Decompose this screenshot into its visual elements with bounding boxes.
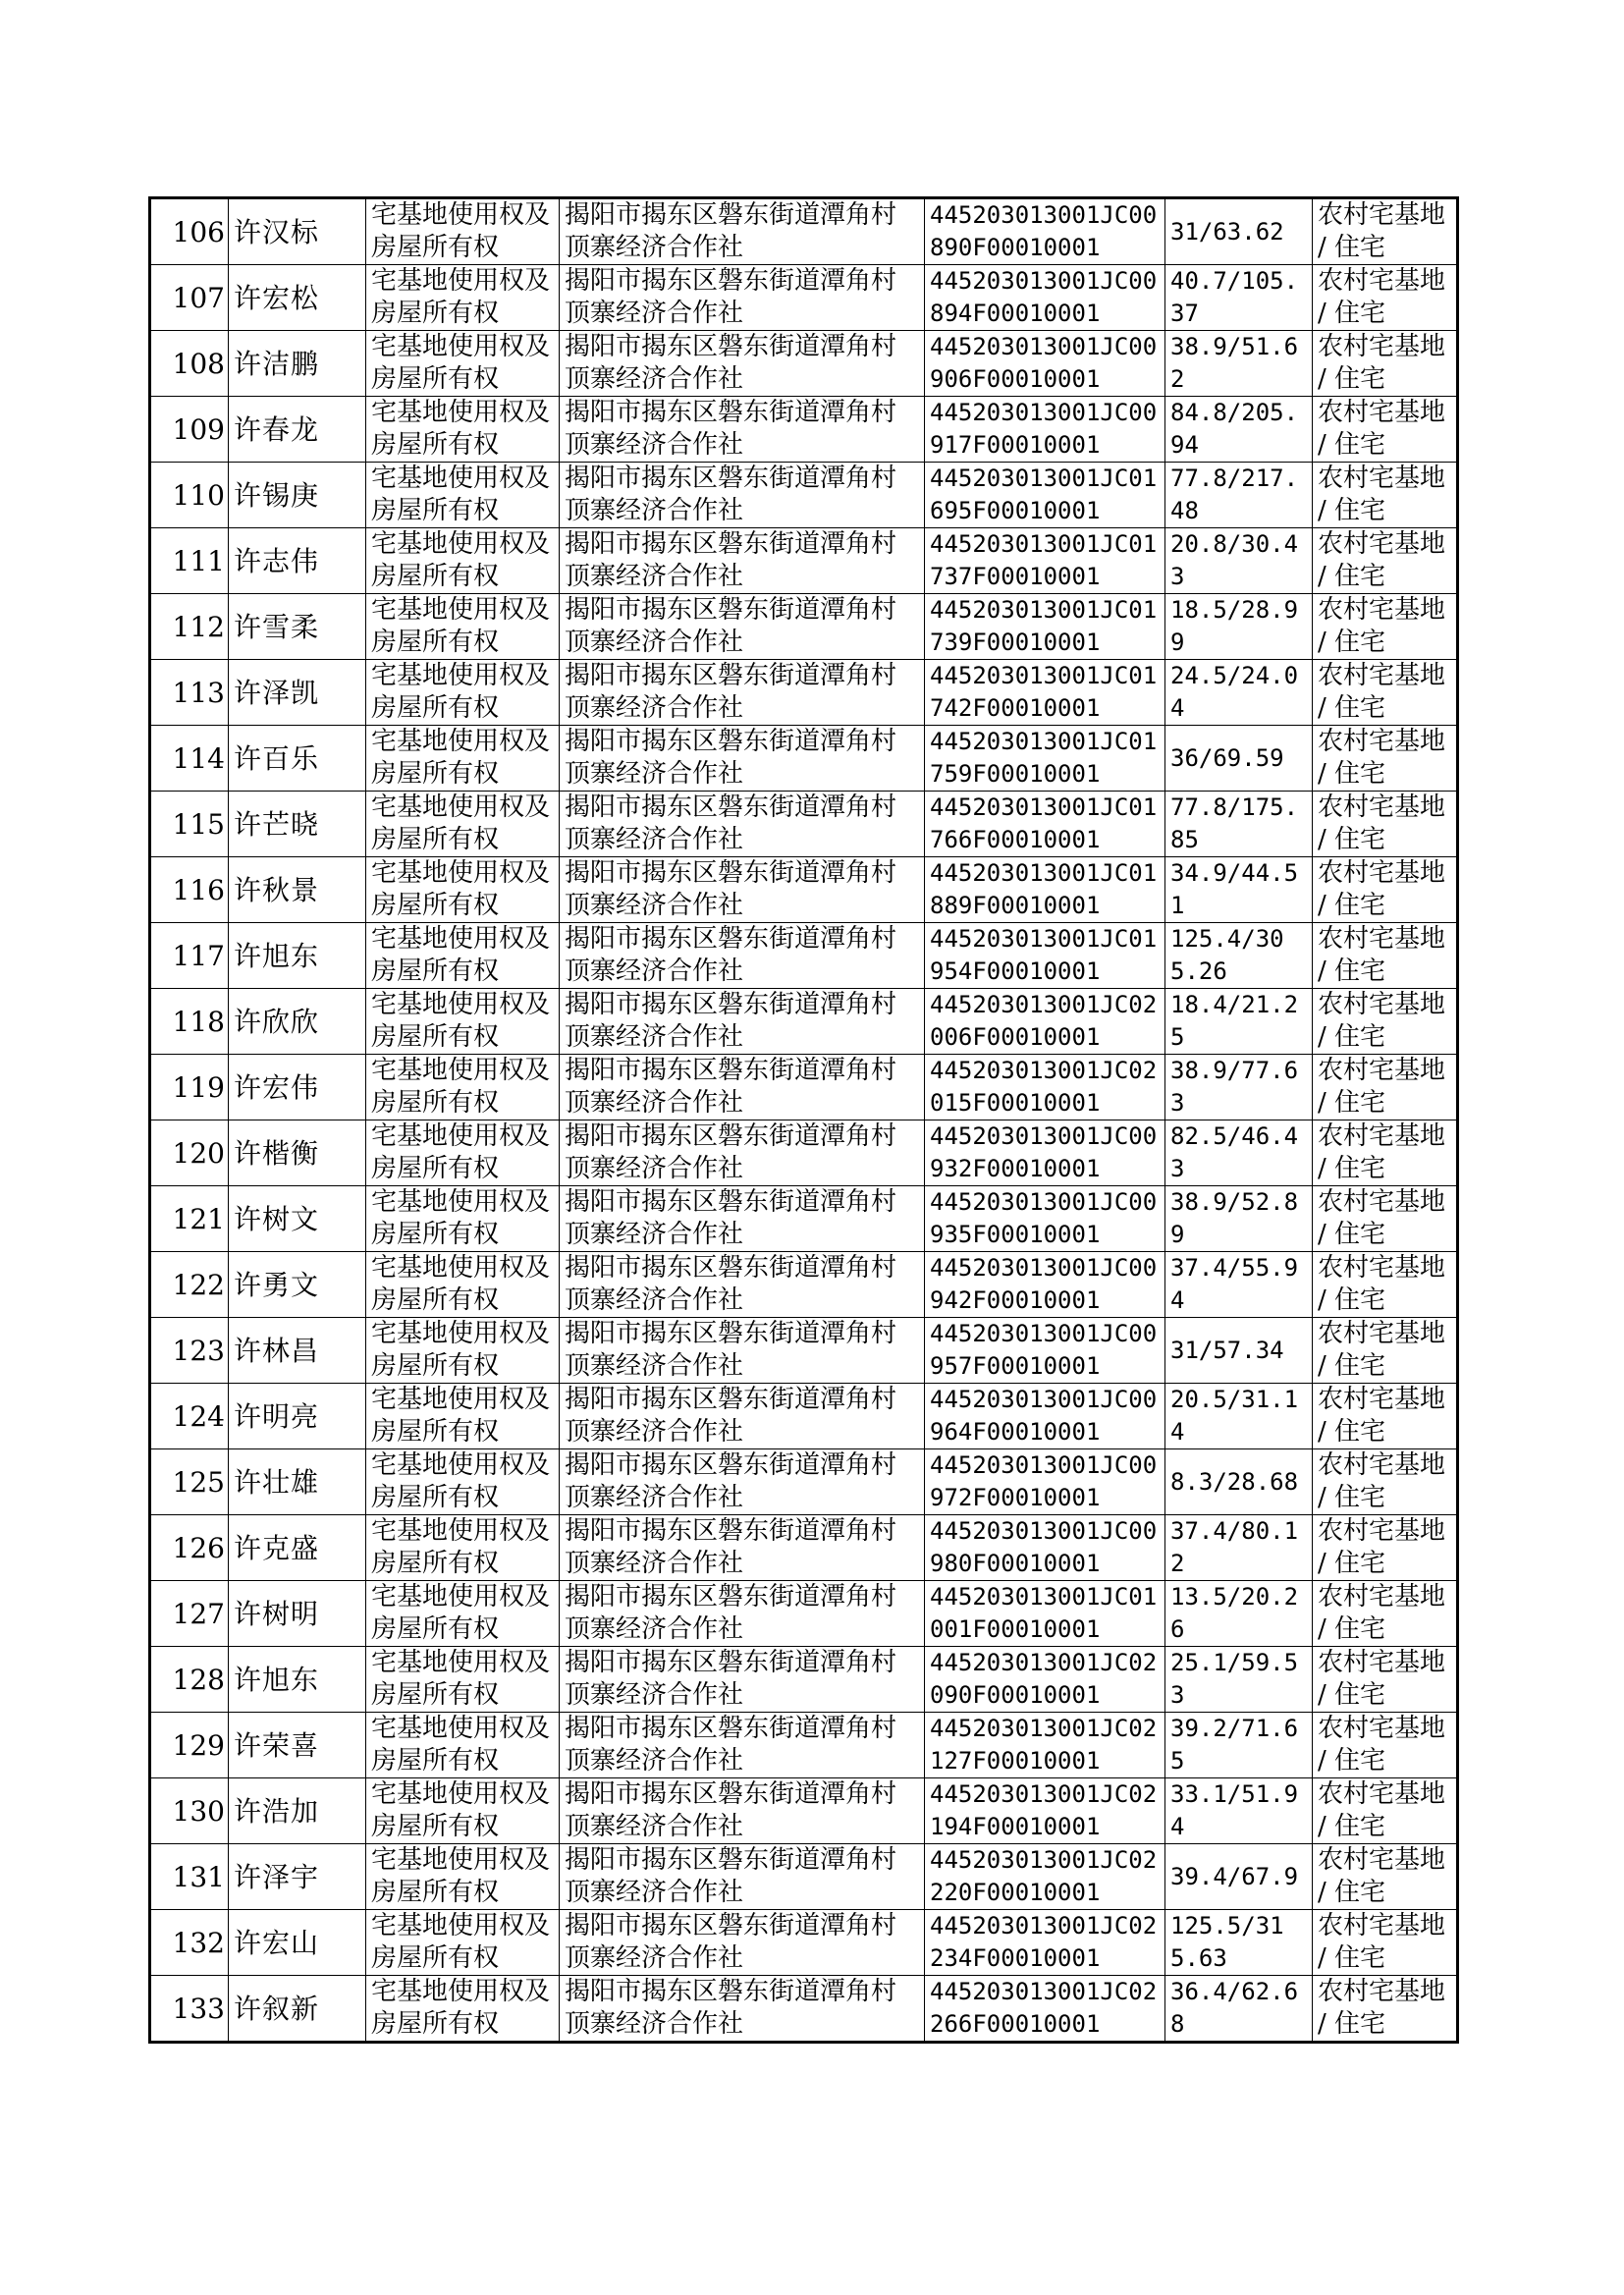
row-number-cell: 114 <box>150 726 229 792</box>
area-value-cell: 18.4/21.25 <box>1165 989 1313 1055</box>
area-value-cell: 125.4/305.26 <box>1165 923 1313 989</box>
row-number-cell: 113 <box>150 660 229 726</box>
area-value-cell: 82.5/46.43 <box>1165 1120 1313 1186</box>
land-owner-cell: 揭阳市揭东区磐东街道潭角村顶寨经济合作社 <box>560 1449 925 1515</box>
right-type-cell: 宅基地使用权及房屋所有权 <box>366 397 560 463</box>
land-owner-cell: 揭阳市揭东区磐东街道潭角村顶寨经济合作社 <box>560 1515 925 1581</box>
owner-name-cell: 许树明 <box>229 1581 366 1647</box>
table-row <box>150 857 1458 923</box>
row-number-cell: 118 <box>150 989 229 1055</box>
area-value-cell: 20.5/31.14 <box>1165 1384 1313 1449</box>
row-number-cell: 112 <box>150 594 229 660</box>
right-type-cell: 宅基地使用权及房屋所有权 <box>366 1515 560 1581</box>
row-number-cell: 133 <box>150 1976 229 2043</box>
right-type-cell: 宅基地使用权及房屋所有权 <box>366 726 560 792</box>
property-code-cell: 445203013001JC02194F00010001 <box>925 1778 1165 1844</box>
area-value-cell: 37.4/80.12 <box>1165 1515 1313 1581</box>
land-use-cell: 农村宅基地 / 住宅 <box>1313 528 1458 594</box>
table-row <box>150 1055 1458 1120</box>
table-row <box>150 1449 1458 1515</box>
property-code-cell: 445203013001JC00917F00010001 <box>925 397 1165 463</box>
right-type-cell: 宅基地使用权及房屋所有权 <box>366 1120 560 1186</box>
property-code-cell: 445203013001JC00890F00010001 <box>925 198 1165 265</box>
land-owner-cell: 揭阳市揭东区磐东街道潭角村顶寨经济合作社 <box>560 1252 925 1318</box>
right-type-cell: 宅基地使用权及房屋所有权 <box>366 1647 560 1713</box>
area-value-cell: 34.9/44.51 <box>1165 857 1313 923</box>
table-row <box>150 1647 1458 1713</box>
property-code-cell: 445203013001JC02234F00010001 <box>925 1910 1165 1976</box>
area-value-cell: 31/57.34 <box>1165 1318 1313 1384</box>
table-row <box>150 1120 1458 1186</box>
table-row <box>150 198 1458 265</box>
property-code-cell: 445203013001JC02220F00010001 <box>925 1844 1165 1910</box>
registry-table <box>148 196 1459 2044</box>
owner-name-cell: 许荣喜 <box>229 1713 366 1778</box>
right-type-cell: 宅基地使用权及房屋所有权 <box>366 1252 560 1318</box>
area-value-cell: 8.3/28.68 <box>1165 1449 1313 1515</box>
land-use-cell: 农村宅基地 / 住宅 <box>1313 331 1458 397</box>
land-use-cell: 农村宅基地 / 住宅 <box>1313 594 1458 660</box>
land-owner-cell: 揭阳市揭东区磐东街道潭角村顶寨经济合作社 <box>560 1384 925 1449</box>
land-use-cell: 农村宅基地 / 住宅 <box>1313 857 1458 923</box>
area-value-cell: 37.4/55.94 <box>1165 1252 1313 1318</box>
right-type-cell: 宅基地使用权及房屋所有权 <box>366 594 560 660</box>
owner-name-cell: 许克盛 <box>229 1515 366 1581</box>
table-row <box>150 1713 1458 1778</box>
owner-name-cell: 许春龙 <box>229 397 366 463</box>
row-number-cell: 125 <box>150 1449 229 1515</box>
property-code-cell: 445203013001JC00894F00010001 <box>925 265 1165 331</box>
land-owner-cell: 揭阳市揭东区磐东街道潭角村顶寨经济合作社 <box>560 198 925 265</box>
land-owner-cell: 揭阳市揭东区磐东街道潭角村顶寨经济合作社 <box>560 660 925 726</box>
row-number-cell: 106 <box>150 198 229 265</box>
table-row <box>150 1778 1458 1844</box>
land-owner-cell: 揭阳市揭东区磐东街道潭角村顶寨经济合作社 <box>560 1976 925 2043</box>
table-row <box>150 1910 1458 1976</box>
land-owner-cell: 揭阳市揭东区磐东街道潭角村顶寨经济合作社 <box>560 1120 925 1186</box>
area-value-cell: 18.5/28.99 <box>1165 594 1313 660</box>
owner-name-cell: 许树文 <box>229 1186 366 1252</box>
table-row <box>150 463 1458 528</box>
property-code-cell: 445203013001JC02015F00010001 <box>925 1055 1165 1120</box>
land-use-cell: 农村宅基地 / 住宅 <box>1313 1449 1458 1515</box>
area-value-cell: 36/69.59 <box>1165 726 1313 792</box>
property-code-cell: 445203013001JC02266F00010001 <box>925 1976 1165 2043</box>
land-use-cell: 农村宅基地 / 住宅 <box>1313 792 1458 857</box>
area-value-cell: 31/63.62 <box>1165 198 1313 265</box>
table-row <box>150 528 1458 594</box>
area-value-cell: 39.2/71.65 <box>1165 1713 1313 1778</box>
owner-name-cell: 许旭东 <box>229 923 366 989</box>
property-code-cell: 445203013001JC01954F00010001 <box>925 923 1165 989</box>
row-number-cell: 110 <box>150 463 229 528</box>
land-use-cell: 农村宅基地 / 住宅 <box>1313 1120 1458 1186</box>
right-type-cell: 宅基地使用权及房屋所有权 <box>366 1384 560 1449</box>
land-owner-cell: 揭阳市揭东区磐东街道潭角村顶寨经济合作社 <box>560 1186 925 1252</box>
row-number-cell: 130 <box>150 1778 229 1844</box>
table-row <box>150 923 1458 989</box>
right-type-cell: 宅基地使用权及房屋所有权 <box>366 1713 560 1778</box>
property-code-cell: 445203013001JC02090F00010001 <box>925 1647 1165 1713</box>
land-owner-cell: 揭阳市揭东区磐东街道潭角村顶寨经济合作社 <box>560 726 925 792</box>
owner-name-cell: 许欣欣 <box>229 989 366 1055</box>
right-type-cell: 宅基地使用权及房屋所有权 <box>366 463 560 528</box>
table-row <box>150 1581 1458 1647</box>
table-row <box>150 1384 1458 1449</box>
land-use-cell: 农村宅基地 / 住宅 <box>1313 989 1458 1055</box>
area-value-cell: 84.8/205.94 <box>1165 397 1313 463</box>
land-use-cell: 农村宅基地 / 住宅 <box>1313 1581 1458 1647</box>
table-row <box>150 1186 1458 1252</box>
land-use-cell: 农村宅基地 / 住宅 <box>1313 1976 1458 2043</box>
row-number-cell: 119 <box>150 1055 229 1120</box>
land-use-cell: 农村宅基地 / 住宅 <box>1313 463 1458 528</box>
owner-name-cell: 许泽宇 <box>229 1844 366 1910</box>
land-use-cell: 农村宅基地 / 住宅 <box>1313 1515 1458 1581</box>
table-row <box>150 594 1458 660</box>
row-number-cell: 111 <box>150 528 229 594</box>
area-value-cell: 38.9/51.62 <box>1165 331 1313 397</box>
owner-name-cell: 许明亮 <box>229 1384 366 1449</box>
area-value-cell: 77.8/175.85 <box>1165 792 1313 857</box>
owner-name-cell: 许叙新 <box>229 1976 366 2043</box>
right-type-cell: 宅基地使用权及房屋所有权 <box>366 331 560 397</box>
owner-name-cell: 许雪柔 <box>229 594 366 660</box>
owner-name-cell: 许楷衡 <box>229 1120 366 1186</box>
land-owner-cell: 揭阳市揭东区磐东街道潭角村顶寨经济合作社 <box>560 1778 925 1844</box>
area-value-cell: 77.8/217.48 <box>1165 463 1313 528</box>
right-type-cell: 宅基地使用权及房屋所有权 <box>366 528 560 594</box>
owner-name-cell: 许壮雄 <box>229 1449 366 1515</box>
owner-name-cell: 许勇文 <box>229 1252 366 1318</box>
owner-name-cell: 许泽凯 <box>229 660 366 726</box>
owner-name-cell: 许浩加 <box>229 1778 366 1844</box>
row-number-cell: 117 <box>150 923 229 989</box>
land-owner-cell: 揭阳市揭东区磐东街道潭角村顶寨经济合作社 <box>560 857 925 923</box>
table-row <box>150 792 1458 857</box>
row-number-cell: 108 <box>150 331 229 397</box>
row-number-cell: 124 <box>150 1384 229 1449</box>
area-value-cell: 36.4/62.68 <box>1165 1976 1313 2043</box>
right-type-cell: 宅基地使用权及房屋所有权 <box>366 1055 560 1120</box>
right-type-cell: 宅基地使用权及房屋所有权 <box>366 792 560 857</box>
row-number-cell: 126 <box>150 1515 229 1581</box>
right-type-cell: 宅基地使用权及房屋所有权 <box>366 1910 560 1976</box>
land-owner-cell: 揭阳市揭东区磐东街道潭角村顶寨经济合作社 <box>560 528 925 594</box>
property-code-cell: 445203013001JC02006F00010001 <box>925 989 1165 1055</box>
row-number-cell: 132 <box>150 1910 229 1976</box>
right-type-cell: 宅基地使用权及房屋所有权 <box>366 857 560 923</box>
owner-name-cell: 许旭东 <box>229 1647 366 1713</box>
right-type-cell: 宅基地使用权及房屋所有权 <box>366 1318 560 1384</box>
land-use-cell: 农村宅基地 / 住宅 <box>1313 1647 1458 1713</box>
right-type-cell: 宅基地使用权及房屋所有权 <box>366 1778 560 1844</box>
area-value-cell: 38.9/52.89 <box>1165 1186 1313 1252</box>
right-type-cell: 宅基地使用权及房屋所有权 <box>366 660 560 726</box>
row-number-cell: 116 <box>150 857 229 923</box>
land-use-cell: 农村宅基地 / 住宅 <box>1313 397 1458 463</box>
row-number-cell: 115 <box>150 792 229 857</box>
row-number-cell: 123 <box>150 1318 229 1384</box>
land-owner-cell: 揭阳市揭东区磐东街道潭角村顶寨经济合作社 <box>560 265 925 331</box>
area-value-cell: 39.4/67.9 <box>1165 1844 1313 1910</box>
owner-name-cell: 许志伟 <box>229 528 366 594</box>
land-owner-cell: 揭阳市揭东区磐东街道潭角村顶寨经济合作社 <box>560 1910 925 1976</box>
land-use-cell: 农村宅基地 / 住宅 <box>1313 198 1458 265</box>
property-code-cell: 445203013001JC01759F00010001 <box>925 726 1165 792</box>
property-code-cell: 445203013001JC00942F00010001 <box>925 1252 1165 1318</box>
table-row <box>150 726 1458 792</box>
property-code-cell: 445203013001JC01739F00010001 <box>925 594 1165 660</box>
land-use-cell: 农村宅基地 / 住宅 <box>1313 726 1458 792</box>
area-value-cell: 33.1/51.94 <box>1165 1778 1313 1844</box>
land-use-cell: 农村宅基地 / 住宅 <box>1313 923 1458 989</box>
table-row <box>150 989 1458 1055</box>
table-row <box>150 397 1458 463</box>
property-code-cell: 445203013001JC02127F00010001 <box>925 1713 1165 1778</box>
owner-name-cell: 许宏伟 <box>229 1055 366 1120</box>
right-type-cell: 宅基地使用权及房屋所有权 <box>366 1581 560 1647</box>
property-code-cell: 445203013001JC01737F00010001 <box>925 528 1165 594</box>
table-row <box>150 265 1458 331</box>
row-number-cell: 127 <box>150 1581 229 1647</box>
land-owner-cell: 揭阳市揭东区磐东街道潭角村顶寨经济合作社 <box>560 1844 925 1910</box>
registry-table-body <box>150 198 1458 2043</box>
land-owner-cell: 揭阳市揭东区磐东街道潭角村顶寨经济合作社 <box>560 331 925 397</box>
land-use-cell: 农村宅基地 / 住宅 <box>1313 1844 1458 1910</box>
land-owner-cell: 揭阳市揭东区磐东街道潭角村顶寨经济合作社 <box>560 594 925 660</box>
land-use-cell: 农村宅基地 / 住宅 <box>1313 1252 1458 1318</box>
land-use-cell: 农村宅基地 / 住宅 <box>1313 265 1458 331</box>
table-row <box>150 1844 1458 1910</box>
property-code-cell: 445203013001JC00935F00010001 <box>925 1186 1165 1252</box>
right-type-cell: 宅基地使用权及房屋所有权 <box>366 1844 560 1910</box>
table-row <box>150 1318 1458 1384</box>
table-row <box>150 1252 1458 1318</box>
row-number-cell: 120 <box>150 1120 229 1186</box>
row-number-cell: 109 <box>150 397 229 463</box>
row-number-cell: 121 <box>150 1186 229 1252</box>
property-code-cell: 445203013001JC00932F00010001 <box>925 1120 1165 1186</box>
land-owner-cell: 揭阳市揭东区磐东街道潭角村顶寨经济合作社 <box>560 1318 925 1384</box>
land-owner-cell: 揭阳市揭东区磐东街道潭角村顶寨经济合作社 <box>560 989 925 1055</box>
land-owner-cell: 揭阳市揭东区磐东街道潭角村顶寨经济合作社 <box>560 792 925 857</box>
row-number-cell: 128 <box>150 1647 229 1713</box>
right-type-cell: 宅基地使用权及房屋所有权 <box>366 1449 560 1515</box>
property-code-cell: 445203013001JC01001F00010001 <box>925 1581 1165 1647</box>
area-value-cell: 24.5/24.04 <box>1165 660 1313 726</box>
table-row <box>150 660 1458 726</box>
right-type-cell: 宅基地使用权及房屋所有权 <box>366 989 560 1055</box>
table-row <box>150 1515 1458 1581</box>
land-owner-cell: 揭阳市揭东区磐东街道潭角村顶寨经济合作社 <box>560 463 925 528</box>
property-code-cell: 445203013001JC00957F00010001 <box>925 1318 1165 1384</box>
owner-name-cell: 许锡庚 <box>229 463 366 528</box>
row-number-cell: 122 <box>150 1252 229 1318</box>
owner-name-cell: 许洁鹏 <box>229 331 366 397</box>
property-code-cell: 445203013001JC00906F00010001 <box>925 331 1165 397</box>
land-use-cell: 农村宅基地 / 住宅 <box>1313 1055 1458 1120</box>
land-owner-cell: 揭阳市揭东区磐东街道潭角村顶寨经济合作社 <box>560 1713 925 1778</box>
property-code-cell: 445203013001JC01695F00010001 <box>925 463 1165 528</box>
right-type-cell: 宅基地使用权及房屋所有权 <box>366 1186 560 1252</box>
right-type-cell: 宅基地使用权及房屋所有权 <box>366 923 560 989</box>
area-value-cell: 38.9/77.63 <box>1165 1055 1313 1120</box>
area-value-cell: 25.1/59.53 <box>1165 1647 1313 1713</box>
owner-name-cell: 许林昌 <box>229 1318 366 1384</box>
land-owner-cell: 揭阳市揭东区磐东街道潭角村顶寨经济合作社 <box>560 923 925 989</box>
land-use-cell: 农村宅基地 / 住宅 <box>1313 1910 1458 1976</box>
owner-name-cell: 许芒晓 <box>229 792 366 857</box>
area-value-cell: 40.7/105.37 <box>1165 265 1313 331</box>
row-number-cell: 131 <box>150 1844 229 1910</box>
property-code-cell: 445203013001JC00980F00010001 <box>925 1515 1165 1581</box>
owner-name-cell: 许宏山 <box>229 1910 366 1976</box>
land-owner-cell: 揭阳市揭东区磐东街道潭角村顶寨经济合作社 <box>560 1055 925 1120</box>
right-type-cell: 宅基地使用权及房屋所有权 <box>366 265 560 331</box>
property-code-cell: 445203013001JC01742F00010001 <box>925 660 1165 726</box>
land-use-cell: 农村宅基地 / 住宅 <box>1313 1186 1458 1252</box>
land-owner-cell: 揭阳市揭东区磐东街道潭角村顶寨经济合作社 <box>560 397 925 463</box>
property-code-cell: 445203013001JC00972F00010001 <box>925 1449 1165 1515</box>
land-use-cell: 农村宅基地 / 住宅 <box>1313 660 1458 726</box>
row-number-cell: 129 <box>150 1713 229 1778</box>
land-use-cell: 农村宅基地 / 住宅 <box>1313 1713 1458 1778</box>
land-owner-cell: 揭阳市揭东区磐东街道潭角村顶寨经济合作社 <box>560 1647 925 1713</box>
row-number-cell: 107 <box>150 265 229 331</box>
right-type-cell: 宅基地使用权及房屋所有权 <box>366 198 560 265</box>
area-value-cell: 13.5/20.26 <box>1165 1581 1313 1647</box>
land-use-cell: 农村宅基地 / 住宅 <box>1313 1384 1458 1449</box>
right-type-cell: 宅基地使用权及房屋所有权 <box>366 1976 560 2043</box>
owner-name-cell: 许秋景 <box>229 857 366 923</box>
land-use-cell: 农村宅基地 / 住宅 <box>1313 1318 1458 1384</box>
owner-name-cell: 许宏松 <box>229 265 366 331</box>
property-code-cell: 445203013001JC00964F00010001 <box>925 1384 1165 1449</box>
land-owner-cell: 揭阳市揭东区磐东街道潭角村顶寨经济合作社 <box>560 1581 925 1647</box>
table-row <box>150 331 1458 397</box>
property-code-cell: 445203013001JC01766F00010001 <box>925 792 1165 857</box>
owner-name-cell: 许汉标 <box>229 198 366 265</box>
owner-name-cell: 许百乐 <box>229 726 366 792</box>
land-use-cell: 农村宅基地 / 住宅 <box>1313 1778 1458 1844</box>
area-value-cell: 20.8/30.43 <box>1165 528 1313 594</box>
table-row <box>150 1976 1458 2043</box>
area-value-cell: 125.5/315.63 <box>1165 1910 1313 1976</box>
property-code-cell: 445203013001JC01889F00010001 <box>925 857 1165 923</box>
